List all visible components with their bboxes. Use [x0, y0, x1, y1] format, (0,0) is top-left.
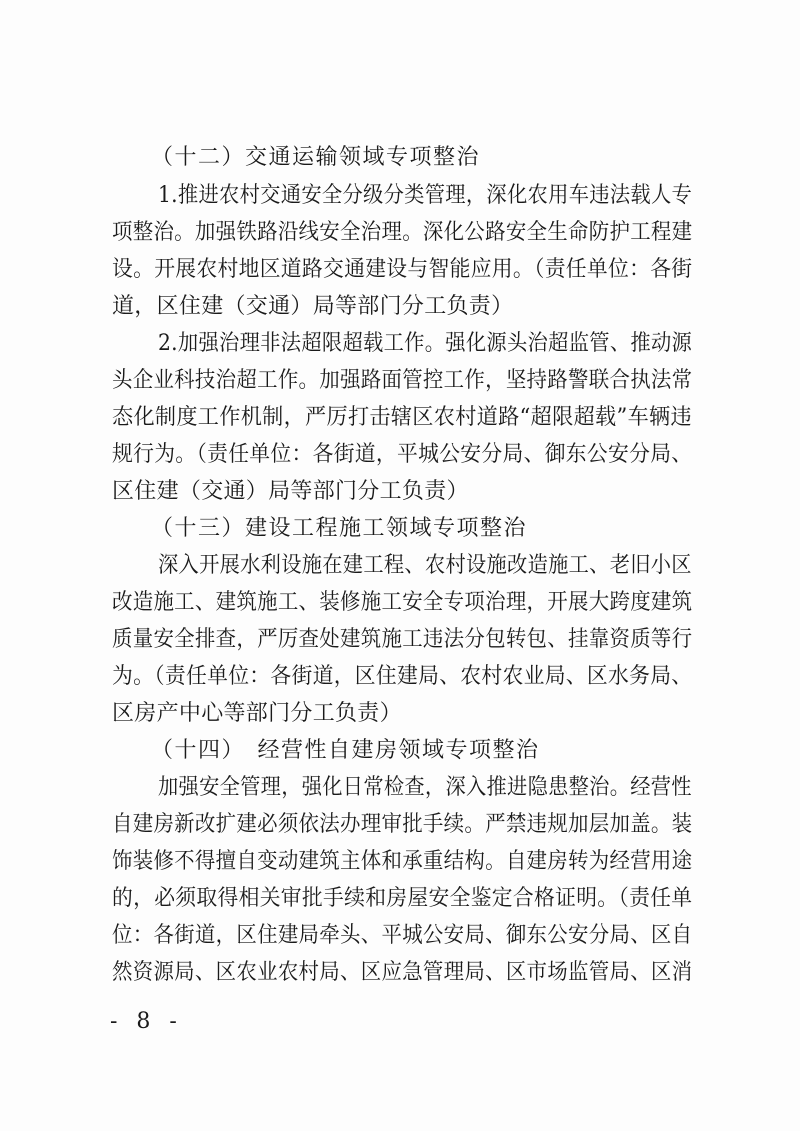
paragraph-line: 位：各街道，区住建局牵头、平城公安局、御东公安分局、区自 — [112, 923, 693, 948]
paragraph-line: 规行为。（责任单位：各街道，平城公安分局、御东公安分局、 — [112, 442, 693, 467]
paragraph-line: 2.加强治理非法超限超载工作。强化源头治超监管、推动源 — [158, 331, 693, 356]
section-heading: （十二）交通运输领域专项整治 — [151, 145, 481, 170]
paragraph-line: 的，必须取得相关审批手续和房屋安全鉴定合格证明。（责任单 — [112, 886, 693, 911]
paragraph-line: 深入开展水利设施在建工程、农村设施改造施工、老旧小区 — [158, 553, 692, 578]
paragraph-line: 头企业科技治超工作。加强路面管控工作，坚持路警联合执法常 — [112, 368, 693, 393]
paragraph-line: 区房产中心等部门分工负责） — [112, 701, 402, 726]
paragraph-line: 道，区住建（交通）局等部门分工负责） — [112, 294, 514, 319]
section-heading: （十三）建设工程施工领域专项整治 — [151, 516, 528, 541]
paragraph-line: 改造施工、建筑施工、装修施工安全专项治理，开展大跨度建筑 — [112, 590, 693, 615]
page-number: - 8 - — [110, 1009, 183, 1034]
section-heading: （十四） 经营性自建房领域专项整治 — [151, 738, 540, 763]
paragraph-line: 为。（责任单位：各街道，区住建局、农村农业局、区水务局、 — [112, 664, 693, 689]
paragraph-line: 区住建（交通）局等部门分工负责） — [112, 479, 469, 504]
paragraph-line: 饰装修不得擅自变动建筑主体和承重结构。自建房转为经营用途 — [112, 849, 693, 874]
paragraph-line: 设。开展农村地区道路交通建设与智能应用。（责任单位：各街 — [112, 257, 693, 282]
paragraph-line: 然资源局、区农业农村局、区应急管理局、区市场监管局、区消 — [112, 960, 693, 985]
paragraph-line: 态化制度工作机制，严厉打击辖区农村道路“超限超载”车辆违 — [112, 405, 692, 430]
paragraph-line: 项整治。加强铁路沿线安全治理。深化公路安全生命防护工程建 — [112, 220, 693, 245]
paragraph-line: 加强安全管理，强化日常检查，深入推进隐患整治。经营性 — [158, 775, 692, 800]
paragraph-line: 自建房新改扩建必须依法办理审批手续。严禁违规加层加盖。装 — [112, 812, 693, 837]
paragraph-line: 1.推进农村交通安全分级分类管理，深化农用车违法载人专 — [158, 183, 693, 208]
paragraph-line: 质量安全排查，严厉查处建筑施工违法分包转包、挂靠资质等行 — [112, 627, 693, 652]
